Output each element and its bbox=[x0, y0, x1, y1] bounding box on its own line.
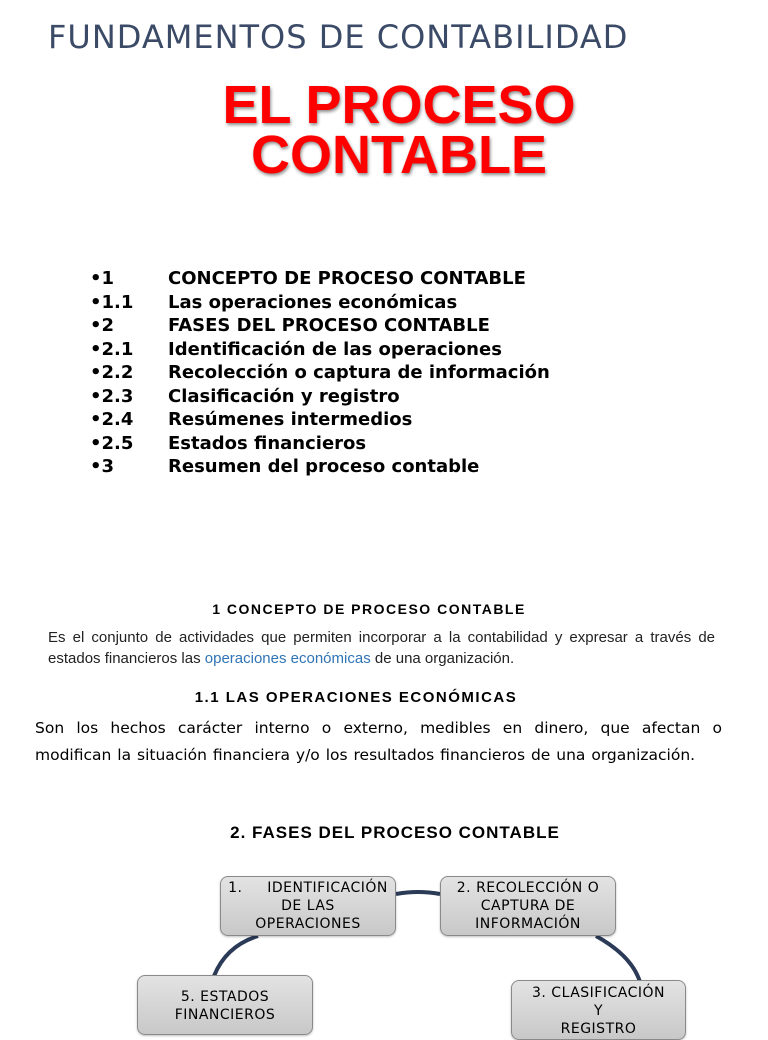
definition-text: Es el conjunto de actividades que permiten incorporar a la contabilidad y expresar a través de estados financieros las bbox=[48, 629, 715, 667]
toc-item-label: FASES DEL PROCESO CONTABLE bbox=[168, 315, 490, 336]
section-1-1-definition: Son los hechos carácter interno o externo, medibles en dinero, que afectan o modifican la situación financiera y/o los resultados financieros de una organización. bbox=[35, 719, 722, 764]
toc-item-label: Resúmenes intermedios bbox=[168, 409, 413, 430]
section-1-heading: 1 CONCEPTO DE PROCESO CONTABLE bbox=[212, 601, 526, 617]
phases-cycle-diagram bbox=[0, 860, 768, 1037]
toc-item bbox=[90, 408, 550, 432]
phase-3-label-line: 3. CLASIFICACIÓN bbox=[532, 985, 665, 1001]
toc-item-number: •2.3 bbox=[90, 385, 134, 407]
connector-5-1 bbox=[214, 936, 258, 976]
phase-2-label-line: INFORMACIÓN bbox=[475, 916, 581, 932]
main-title bbox=[0, 75, 768, 185]
operaciones-economicas-link[interactable]: operaciones económicas bbox=[204, 650, 371, 667]
phase-5-label-line: 5. ESTADOS bbox=[180, 989, 270, 1005]
section-2-heading: 2. FASES DEL PROCESO CONTABLE bbox=[230, 823, 560, 842]
toc-item bbox=[90, 385, 550, 409]
phase-3-label-line: Y bbox=[593, 1003, 604, 1019]
document-subject: FUNDAMENTOS DE CONTABILIDAD bbox=[48, 18, 629, 56]
toc-item-label: Estados financieros bbox=[168, 432, 367, 454]
toc-item-number: •2.4 bbox=[90, 409, 134, 430]
connector-2-3 bbox=[596, 936, 640, 982]
table-of-contents bbox=[90, 267, 550, 479]
phase-1-label-line: OPERACIONES bbox=[255, 916, 361, 932]
phase-2-label-line: 2. RECOLECCIÓN O bbox=[456, 880, 600, 896]
toc-item-number: •3 bbox=[90, 456, 115, 477]
phase-5-node bbox=[137, 975, 313, 1035]
toc-item-number: •2.5 bbox=[90, 432, 134, 454]
phase-2-label-line: CAPTURA DE bbox=[480, 898, 576, 914]
phase-1-label-line: 1. IDENTIFICACIÓN bbox=[228, 880, 388, 896]
toc-item-number: •2.2 bbox=[90, 362, 134, 383]
toc-item-label: Recolección o captura de información bbox=[168, 362, 550, 383]
toc-item-label: Las operaciones económicas bbox=[168, 291, 458, 313]
toc-item-number: •1 bbox=[90, 268, 115, 289]
toc-item bbox=[90, 455, 550, 479]
toc-item bbox=[90, 267, 550, 291]
toc-item bbox=[90, 338, 550, 362]
toc-item-label: Identificación de las operaciones bbox=[168, 338, 502, 360]
main-title-line-1: EL PROCESO bbox=[222, 75, 576, 135]
toc-item-label: Clasificación y registro bbox=[168, 385, 400, 407]
phase-1-label-line: DE LAS bbox=[281, 898, 335, 914]
toc-item-number: •2 bbox=[90, 315, 115, 336]
phase-3-node bbox=[511, 980, 686, 1040]
toc-item-number: •2.1 bbox=[90, 338, 134, 360]
phase-5-label-line: FINANCIEROS bbox=[174, 1007, 276, 1023]
toc-item-number: •1.1 bbox=[90, 291, 134, 313]
phase-3-label-line: REGISTRO bbox=[560, 1021, 637, 1037]
connector-1-2 bbox=[396, 892, 440, 894]
main-title-line-2: CONTABLE bbox=[251, 125, 547, 185]
section-1-1-heading: 1.1 LAS OPERACIONES ECONÓMICAS bbox=[194, 689, 518, 706]
definition-text-end: de una organización. bbox=[370, 650, 515, 667]
toc-item bbox=[90, 314, 550, 338]
toc-item bbox=[90, 432, 550, 456]
toc-item-label: CONCEPTO DE PROCESO CONTABLE bbox=[168, 268, 526, 289]
toc-item bbox=[90, 361, 550, 385]
phase-1-node bbox=[220, 876, 396, 936]
section-1-definition bbox=[48, 627, 715, 669]
phase-2-node bbox=[440, 876, 616, 936]
toc-item-label: Resumen del proceso contable bbox=[168, 456, 480, 477]
toc-item bbox=[90, 291, 550, 315]
